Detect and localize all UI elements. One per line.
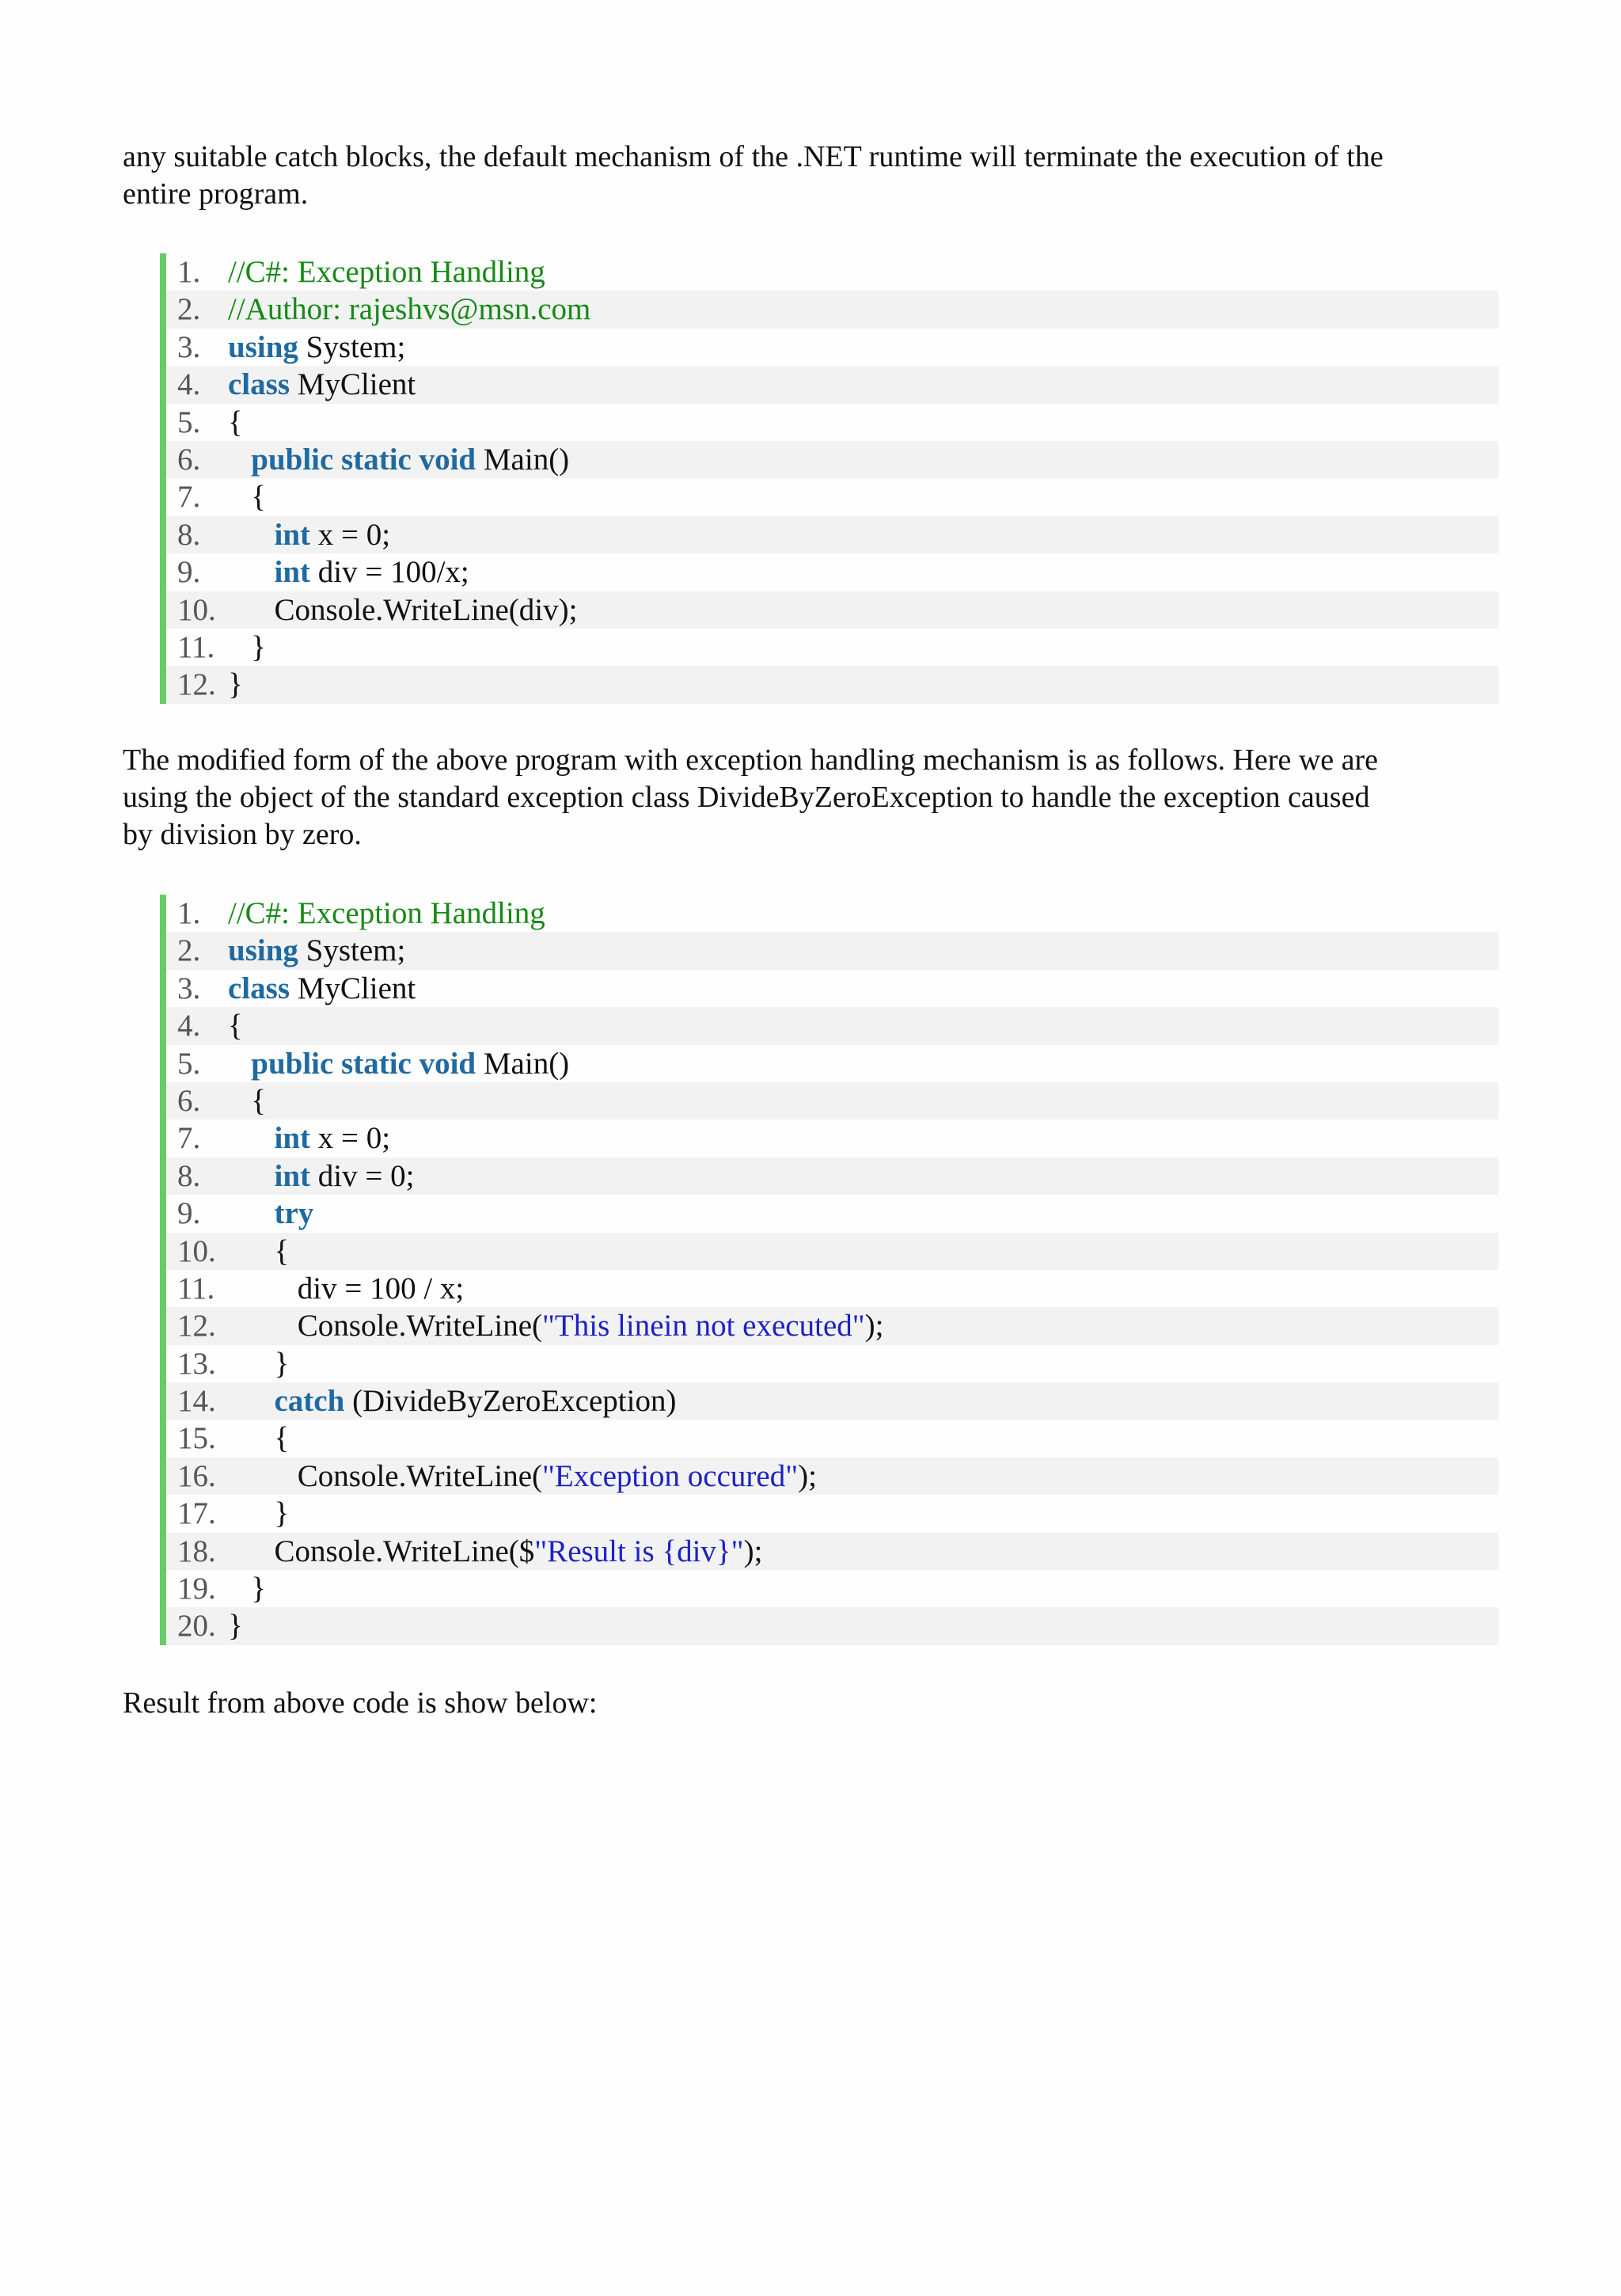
code-token: { [228,405,243,439]
line-number: 13. [177,1346,216,1381]
code-line [166,591,1498,629]
code-token [228,518,275,552]
code-token: { [228,1009,243,1043]
line-number: 20. [177,1609,216,1644]
code-token: class [228,971,290,1005]
code-line [166,1607,1498,1644]
code-token: { [228,1083,266,1118]
line-number: 4. [177,1009,201,1043]
code-line [166,1570,1498,1607]
code-token: public static void [251,442,476,477]
code-line [166,366,1498,403]
code-token: //C#: Exception Handling [228,255,545,289]
code-token: catch [274,1384,345,1419]
line-number: 2. [177,933,201,968]
code-line [166,553,1498,591]
code-token: int [274,555,311,590]
line-number: 9. [177,1196,201,1231]
code-token: (DivideByZeroException) [344,1384,677,1419]
code-line [166,478,1498,515]
code-token [228,1384,275,1418]
intro-line-2: entire program. [123,177,309,211]
line-number: 4. [177,367,201,402]
code-line [166,1382,1498,1420]
code-token: Console.WriteLine($ [228,1534,535,1568]
code-token: div = 0; [310,1158,415,1193]
code-token: x = 0; [310,1121,391,1156]
code-token [228,1047,251,1081]
code-block-2 [160,895,1498,1645]
middle-line-3: by division by zero. [123,818,362,851]
line-number: 11. [177,1271,215,1306]
code-token: int [274,1121,311,1156]
code-line [166,1458,1498,1495]
intro-line-1: any suitable catch blocks, the default mechanism of the .NET runtime will terminate the execution of the [123,140,1384,173]
code-token: //Author: rajeshvs@msn.com [228,292,591,327]
line-number: 1. [177,896,201,930]
code-token: Main() [476,442,570,477]
line-number: 5. [177,1046,201,1081]
code-line [166,1007,1498,1044]
code-line [166,1233,1498,1270]
line-number: 3. [177,329,201,364]
line-number: 15. [177,1421,216,1456]
code-token: int [274,1158,311,1193]
code-line [166,329,1498,366]
line-number: 6. [177,442,201,477]
line-number: 12. [177,667,216,702]
code-line [166,291,1498,328]
code-token: using [228,933,298,968]
code-token: using [228,329,298,364]
middle-paragraph [123,742,1486,853]
code-line [166,1495,1498,1532]
code-block-1 [160,253,1498,704]
code-token: ); [743,1534,763,1568]
code-token: } [228,1346,290,1381]
code-token: } [228,1496,290,1531]
code-token: } [228,1609,243,1644]
line-number: 7. [177,480,201,515]
line-number: 19. [177,1572,216,1606]
code-token: ); [864,1309,884,1344]
code-line [166,1307,1498,1344]
line-number: 2. [177,292,201,327]
line-number: 10. [177,592,216,627]
code-token: { [228,1234,290,1268]
line-number: 7. [177,1121,201,1156]
code-token: div = 100/x; [310,555,469,590]
code-token: x = 0; [310,517,391,552]
line-number: 17. [177,1496,216,1531]
code-token [228,1121,275,1155]
line-number: 14. [177,1384,216,1419]
code-line [166,629,1498,666]
code-token: Main() [476,1046,570,1081]
code-token: "Result is {div}" [534,1534,744,1568]
line-number: 12. [177,1309,216,1344]
code-line [166,932,1498,969]
code-token [228,1159,275,1193]
code-token: "Exception occured" [542,1458,799,1493]
line-number: 10. [177,1234,216,1268]
code-token: MyClient [290,367,416,402]
code-token: Console.WriteLine(div); [228,592,578,627]
line-number: 6. [177,1083,201,1118]
code-token: //C#: Exception Handling [228,896,545,930]
code-line [166,1082,1498,1119]
code-token: int [274,517,311,552]
line-number: 8. [177,1158,201,1193]
code-line [166,516,1498,553]
code-token: class [228,367,290,402]
result-line-1: Result from above code is show below: [123,1686,598,1720]
code-line [166,1045,1498,1082]
code-line [166,1270,1498,1307]
code-token: System; [298,933,406,968]
code-token: "This linein not executed" [542,1309,865,1344]
code-token [228,555,275,589]
code-line [166,441,1498,478]
code-line [166,1420,1498,1457]
code-line [166,1533,1498,1570]
code-token: } [228,667,243,702]
middle-line-1: The modified form of the above program with exception handling mechanism is as follows. Here we are [123,743,1379,777]
code-token: } [228,1572,266,1606]
middle-line-2: using the object of the standard exception class DivideByZeroException to handle the exception caused [123,781,1370,814]
code-token [228,443,251,477]
result-paragraph [123,1685,1486,1722]
code-line [166,970,1498,1007]
line-number: 5. [177,405,201,439]
code-token: ); [798,1458,817,1493]
code-token: } [228,629,266,664]
code-token: public static void [251,1046,476,1081]
code-line [166,1195,1498,1232]
code-token: Console.WriteLine( [228,1458,543,1493]
line-number: 11. [177,629,215,664]
code-line [166,404,1498,441]
code-token: { [228,1421,290,1456]
line-number: 18. [177,1534,216,1568]
line-number: 16. [177,1458,216,1493]
line-number: 3. [177,971,201,1005]
code-token: Console.WriteLine( [228,1309,543,1344]
intro-paragraph [123,139,1486,213]
code-line [166,1158,1498,1195]
code-line [166,253,1498,291]
code-line [166,1345,1498,1382]
line-number: 8. [177,517,201,552]
code-token: try [274,1196,314,1231]
code-token: { [228,480,266,515]
code-token: div = 100 / x; [228,1271,465,1306]
code-token: MyClient [290,971,416,1005]
line-number: 9. [177,555,201,590]
code-line [166,1119,1498,1157]
code-line [166,895,1498,932]
line-number: 1. [177,255,201,289]
code-line [166,666,1498,703]
code-token [228,1196,275,1230]
code-token: System; [298,329,406,364]
